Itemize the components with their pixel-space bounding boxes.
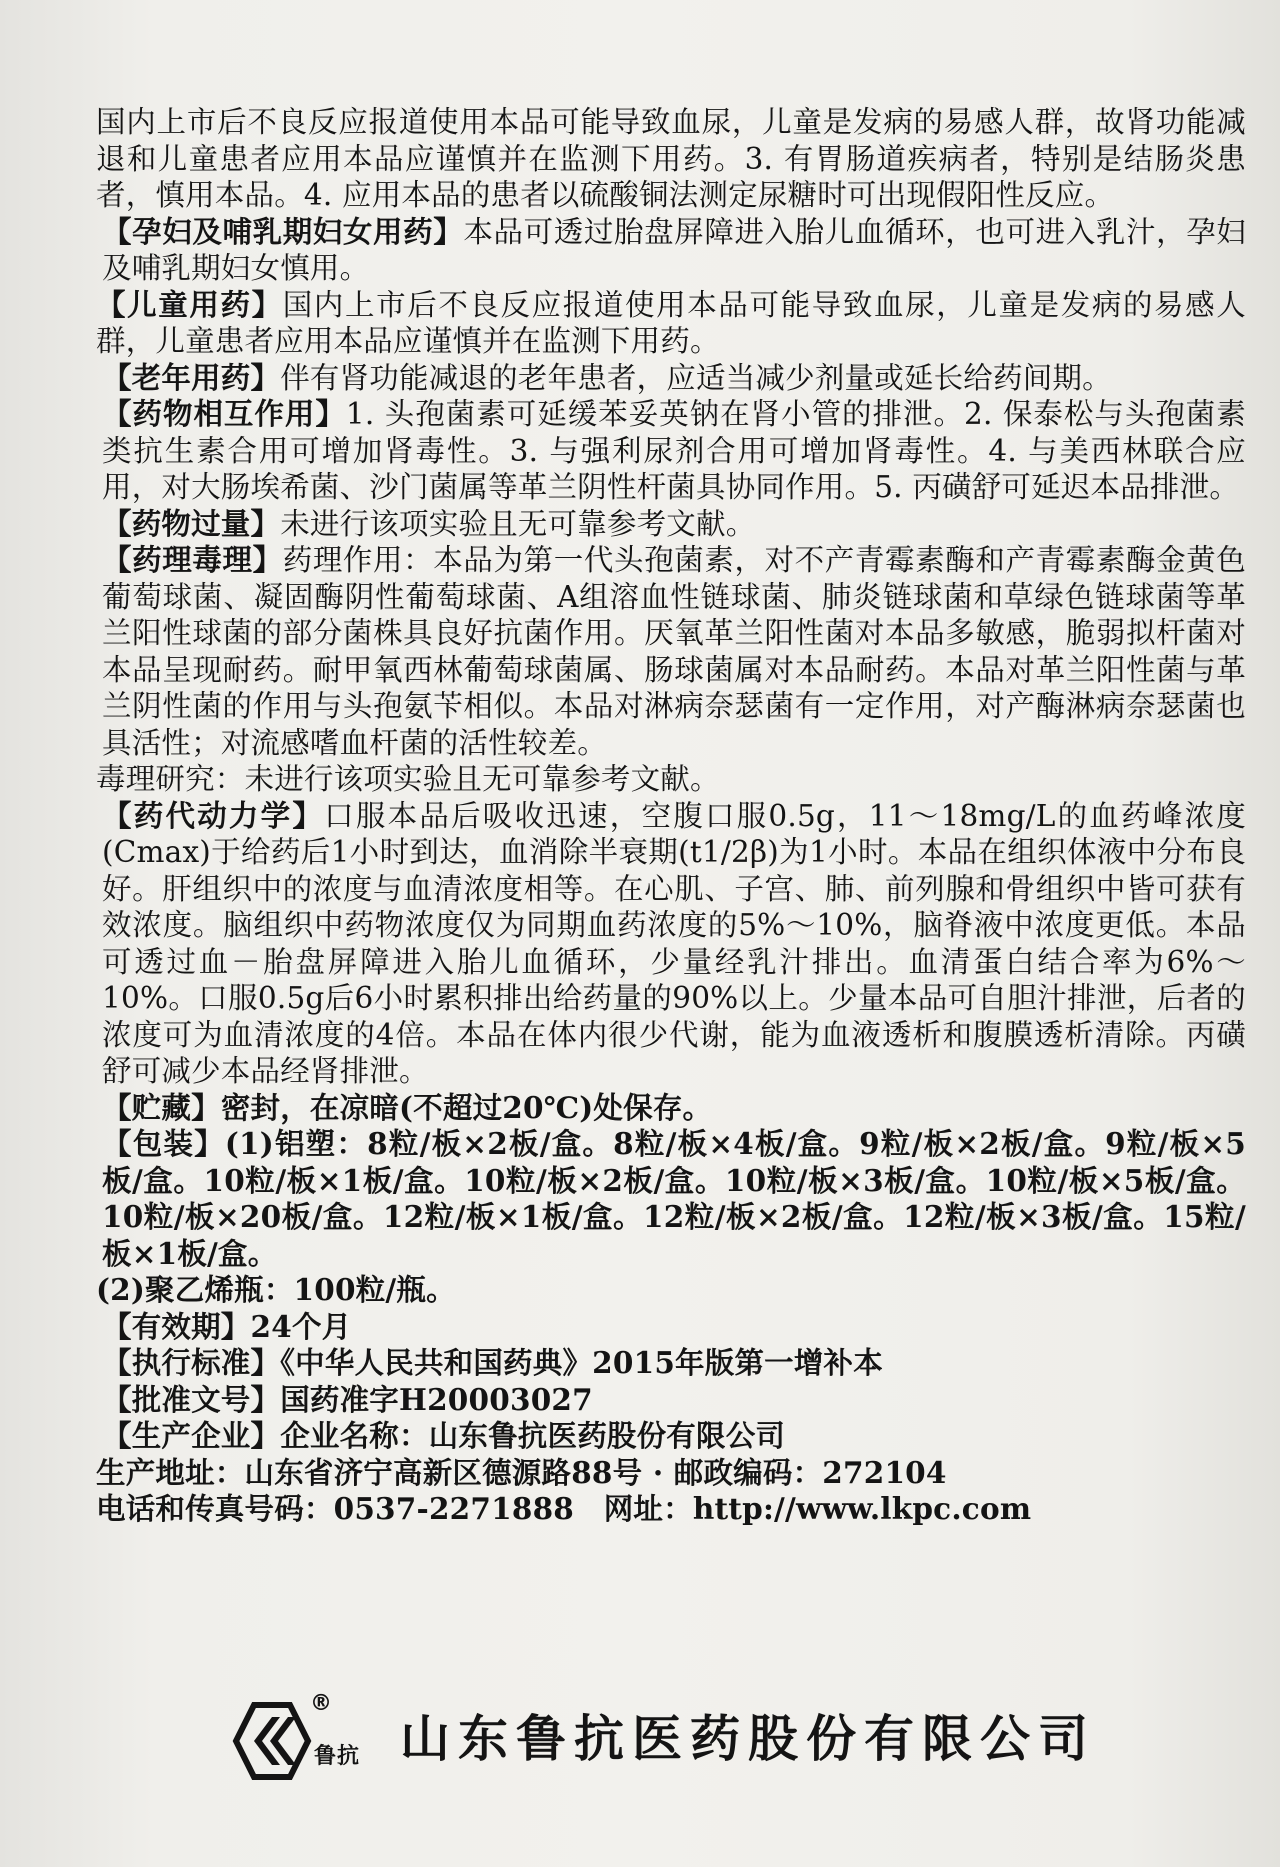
section-packaging: [96, 1126, 1246, 1272]
section-text: 24个月: [250, 1308, 352, 1344]
section-shelf-life: [96, 1309, 1246, 1346]
section-overdose: [96, 506, 1246, 543]
logo-brand-text: 鲁抗: [314, 1744, 361, 1769]
paragraph-text: 生产地址：山东省济宁高新区德源路88号 · 邮政编码：272104: [96, 1454, 947, 1490]
paragraph-text: 电话和传真号码：0537-2271888 网址：http://www.lkpc.com: [96, 1491, 1032, 1526]
section-text: 口服本品后吸收迅速，空腹口服0.5g，11～18mg/L的血药峰浓度(Cmax)于给药后1小时到达，血消除半衰期(t1/2β)为1小时。本品在组织体液中分布良好。肝组织中的浓度与血清浓度相等。在心肌、子宫、肺、前列腺和骨组织中皆可获有效浓度。脑组织中药物浓度仅为同期血药浓度的5%～10%，脑脊液中浓度更低。本品可透过血－胎盘屏障进入胎儿血循环，少量经乳汁排出。血清蛋白结合率为6%～10%。口服0.5g后6小时累积排出给药量的90%以上。少量本品可自胆汁排泄，后者的浓度可为血清浓度的4倍。本品在体内很少代谢，能为血液透析和腹膜透析清除。丙磺舒可减少本品经肾排泄。: [102, 798, 1246, 1088]
registered-mark: ®: [310, 1691, 332, 1716]
lukang-logo-icon: [232, 1701, 312, 1781]
section-heading: 【有效期】: [102, 1308, 251, 1344]
section-geriatric-use: [96, 360, 1246, 397]
paragraph-text: 国内上市后不良反应报道使用本品可能导致血尿，儿童是发病的易感人群，故肾功能减退和儿童患者应用本品应谨慎并在监测下用药。3. 有胃肠道疾病者，特别是结肠炎患者，慎用本品。4. 应用本品的患者以硫酸铜法测定尿糖时可出现假阳性反应。: [96, 105, 1246, 212]
section-text: 伴有肾功能减退的老年患者，应适当减少剂量或延长给药间期。: [280, 360, 1112, 395]
section-approval-number: [96, 1382, 1246, 1419]
section-heading: 【药理毒理】: [102, 542, 283, 577]
paragraph-precautions-cont: [96, 104, 1246, 214]
paragraph-toxicology-study: [96, 761, 1246, 798]
section-storage: [96, 1090, 1246, 1127]
section-manufacturer: [96, 1418, 1246, 1455]
paragraph-packaging-bottle: [96, 1272, 1246, 1309]
section-heading: 【儿童用药】: [96, 286, 283, 322]
section-drug-interactions: [96, 396, 1246, 506]
section-heading: 【贮藏】: [102, 1089, 221, 1125]
section-standard: [96, 1345, 1246, 1382]
company-name-banner: 山东鲁抗医药股份有限公司: [400, 1710, 1096, 1768]
company-footer: [232, 1691, 1132, 1775]
paragraph-text: (2)聚乙烯瓶：100粒/瓶。: [96, 1272, 456, 1307]
insert-text-body: [96, 105, 1247, 1528]
section-text: 《中华人民共和国药典》2015年版第一增补本: [280, 1345, 883, 1380]
section-heading: 【生产企业】: [102, 1418, 281, 1453]
section-text: (1)铝塑：8粒/板×2板/盒。8粒/板×4板/盒。9粒/板×2板/盒。9粒/板×5板/盒。10粒/板×1板/盒。10粒/板×2板/盒。10粒/板×3板/盒。10粒/板×5板/盒。10粒/板×20板/盒。12粒/板×1板/盒。12粒/板×2板/盒。12粒/板×3板/盒。15粒/板×1板/盒。: [102, 1126, 1246, 1271]
section-text: 企业名称：山东鲁抗医药股份有限公司: [280, 1418, 786, 1453]
section-text: 国内上市后不良反应报道使用本品可能导致血尿，儿童是发病的易感人群，儿童患者应用本品应谨慎并在监测下用药。: [96, 287, 1246, 358]
section-pregnancy-lactation: [96, 214, 1246, 287]
section-text: 未进行该项实验且无可靠参考文献。: [280, 506, 756, 541]
section-heading: 【药物相互作用】: [102, 396, 346, 431]
section-heading: 【孕妇及哺乳期妇女用药】: [102, 213, 464, 249]
section-pharmacokinetics: [96, 798, 1246, 1090]
section-heading: 【包装】: [102, 1126, 225, 1161]
section-text: 本品可透过胎盘屏障进入胎儿血循环，也可进入乳汁，孕妇及哺乳期妇女慎用。: [102, 214, 1247, 285]
section-text: 国药准字H20003027: [280, 1381, 593, 1417]
company-logo: [232, 1691, 382, 1775]
paragraph-text: 毒理研究：未进行该项实验且无可靠参考文献。: [96, 762, 720, 796]
section-heading: 【老年用药】: [102, 359, 281, 395]
section-heading: 【药代动力学】: [102, 797, 325, 833]
section-text: 1. 头孢菌素可延缓苯妥英钠在肾小管的排泄。2. 保泰松与头孢菌素类抗生素合用可增加肾毒性。3. 与强利尿剂合用可增加肾毒性。4. 与美西林联合应用，对大肠埃希菌、沙门菌属等革兰阴性杆菌具协同作用。5. 丙磺舒可延迟本品排泄。: [102, 397, 1246, 504]
paragraph-address: [96, 1455, 1246, 1492]
section-pharmacology-toxicology: [96, 542, 1246, 761]
paragraph-contact: [96, 1491, 1246, 1528]
section-text: 密封，在凉暗(不超过20℃)处保存。: [220, 1089, 713, 1125]
section-text: 药理作用：本品为第一代头孢菌素，对不产青霉素酶和产青霉素酶金黄色葡萄球菌、凝固酶阴性葡萄球菌、A组溶血性链球菌、肺炎链球菌和草绿色链球菌等革兰阳性球菌的部分菌株具良好抗菌作用。厌氧革兰阳性菌对本品多敏感，脆弱拟杆菌对本品呈现耐药。耐甲氧西林葡萄球菌属、肠球菌属对本品耐药。本品对革兰阳性菌与革兰阴性菌的作用与头孢氨苄相似。本品对淋病奈瑟菌有一定作用，对产酶淋病奈瑟菌也具活性；对流感嗜血杆菌的活性较差。: [102, 543, 1246, 760]
section-heading: 【执行标准】: [102, 1345, 281, 1380]
section-heading: 【批准文号】: [102, 1381, 281, 1417]
section-pediatric-use: [96, 287, 1246, 360]
section-heading: 【药物过量】: [102, 505, 281, 541]
